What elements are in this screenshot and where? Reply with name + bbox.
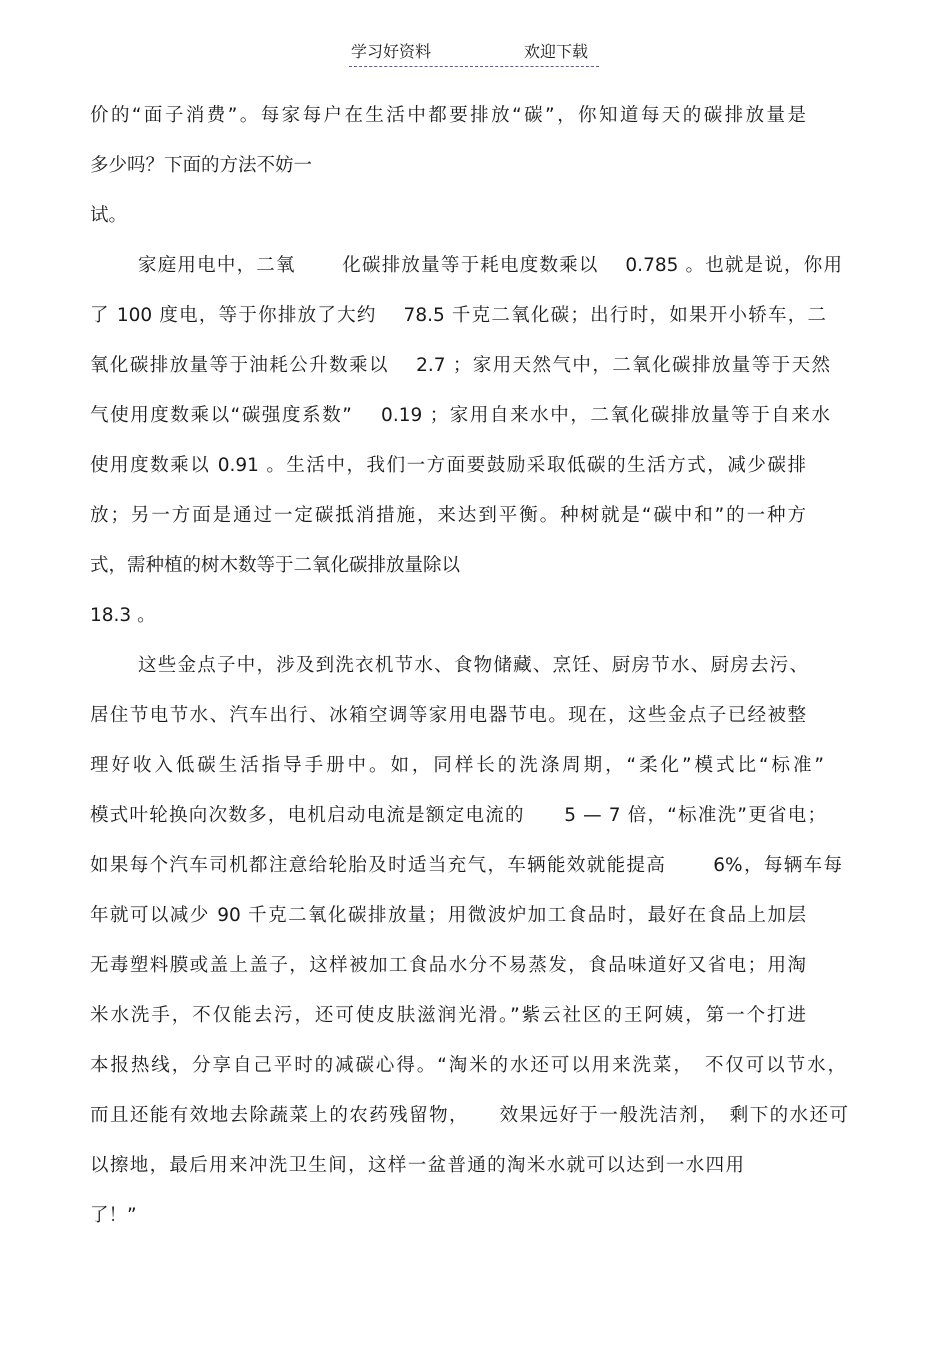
body-line: 年就可以减少 90 千克二氧化碳排放量；用微波炉加工食品时，最好在食品上加层 xyxy=(90,905,806,926)
body-line: 米水洗手，不仅能去污，还可使皮肤滋润光滑。”紫云社区的王阿姨，第一个打进 xyxy=(90,1005,806,1026)
body-line: 18.3 。 xyxy=(90,605,156,626)
body-line: 试。 xyxy=(90,205,128,226)
header-left-text: 学习好资料 xyxy=(351,42,432,61)
body-line: 模式叶轮换向次数多，电机启动电流是额定电流的 5 — 7 倍，“标准洗”更省电； xyxy=(90,805,826,826)
body-line: 多少吗？下面的方法不妨一 xyxy=(90,155,313,176)
body-line: 价的“面子消费”。每家每户在生活中都要排放“碳”，你知道每天的碳排放量是 xyxy=(90,105,806,126)
body-line: 而且还能有效地去除蔬菜上的农药残留物， 效果远好于一般洗洁剂， 剩下的水还可 xyxy=(90,1105,848,1126)
body-line: 本报热线，分享自己平时的减碳心得。“淘米的水还可以用来洗菜， 不仅可以节水， xyxy=(90,1055,846,1076)
page-header xyxy=(349,40,599,67)
body-line: 家庭用电中，二氧 化碳排放量等于耗电度数乘以 0.785 。也就是说，你用 xyxy=(138,255,842,276)
body-line: 以擦地，最后用来冲洗卫生间，这样一盆普通的淘米水就可以达到一水四用 xyxy=(90,1155,744,1176)
body-line: 理好收入低碳生活指导手册中。如，同样长的洗涤周期，“柔化”模式比“标准” xyxy=(90,755,824,776)
body-line: 这些金点子中，涉及到洗衣机节水、食物储藏、烹饪、厨房节水、厨房去污、 xyxy=(138,655,808,676)
body-line: 居住节电节水、汽车出行、冰箱空调等家用电器节电。现在，这些金点子已经被整 xyxy=(90,705,806,726)
body-line: 气使用度数乘以“碳强度系数” 0.19 ；家用自来水中，二氧化碳排放量等于自来水 xyxy=(90,405,830,426)
body-line: 氧化碳排放量等于油耗公升数乘以 2.7 ；家用天然气中，二氧化碳排放量等于天然 xyxy=(90,355,830,376)
body-line: 如果每个汽车司机都注意给轮胎及时适当充气，车辆能效就能提高 6%，每辆车每 xyxy=(90,855,842,876)
body-line: 了！” xyxy=(90,1205,137,1226)
body-line: 放；另一方面是通过一定碳抵消措施，来达到平衡。种树就是“碳中和”的一种方 xyxy=(90,505,806,526)
body-line: 式，需种植的树木数等于二氧化碳排放量除以 xyxy=(90,555,461,576)
body-line: 了 100 度电，等于你排放了大约 78.5 千克二氧化碳；出行时，如果开小轿车，二 xyxy=(90,305,826,326)
body-line: 无毒塑料膜或盖上盖子，这样被加工食品水分不易蒸发，食品味道好又省电；用淘 xyxy=(90,955,806,976)
body-line: 使用度数乘以 0.91 。生活中，我们一方面要鼓励采取低碳的生活方式，减少碳排 xyxy=(90,455,806,476)
header-right-text: 欢迎下载 xyxy=(524,42,589,61)
